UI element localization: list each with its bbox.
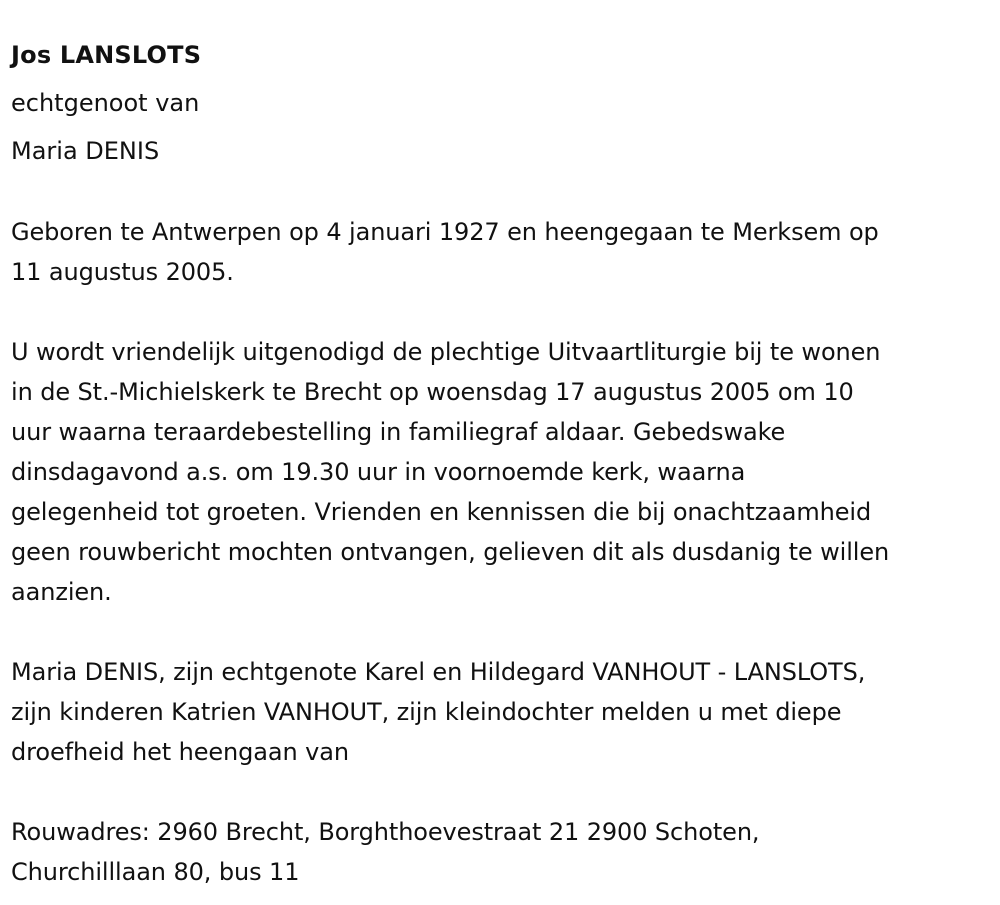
deceased-name: Jos LANSLOTS [11,41,202,69]
paragraph-line: Churchilllaan 80, bus 11 [11,858,300,886]
paragraph-line: U wordt vriendelijk uitgenodigd de plechtige Uitvaartliturgie bij te wonen [11,338,881,366]
paragraph-line: droefheid het heengaan van [11,738,349,766]
paragraph-line: 11 augustus 2005. [11,258,234,286]
paragraph-line: gelegenheid tot groeten. Vrienden en kennissen die bij onachtzaamheid [11,498,872,526]
family-paragraph [11,652,996,772]
birth-death-paragraph [11,212,996,292]
address-paragraph [11,812,996,892]
paragraph-line: zijn kinderen Katrien VANHOUT, zijn kleindochter melden u met diepe [11,698,842,726]
relation-text: echtgenoot van [11,89,200,117]
paragraph-line: Geboren te Antwerpen op 4 januari 1927 en heengegaan te Merksem op [11,218,879,246]
paragraph-line: dinsdagavond a.s. om 19.30 uur in voornoemde kerk, waarna [11,458,746,486]
paragraph-line: in de St.-Michielskerk te Brecht op woensdag 17 augustus 2005 om 10 [11,378,854,406]
paragraph-line: Maria DENIS, zijn echtgenote Karel en Hildegard VANHOUT - LANSLOTS, [11,658,866,686]
paragraph-line: geen rouwbericht mochten ontvangen, gelieven dit als dusdanig te willen [11,538,890,566]
paragraph-line: aanzien. [11,578,112,606]
paragraph-line: Rouwadres: 2960 Brecht, Borghthoevestraat 21 2900 Schoten, [11,818,760,846]
paragraph-line: uur waarna teraardebestelling in familiegraf aldaar. Gebedswake [11,418,786,446]
funeral-invitation-paragraph [11,332,996,612]
spouse-name: Maria DENIS [11,137,160,165]
